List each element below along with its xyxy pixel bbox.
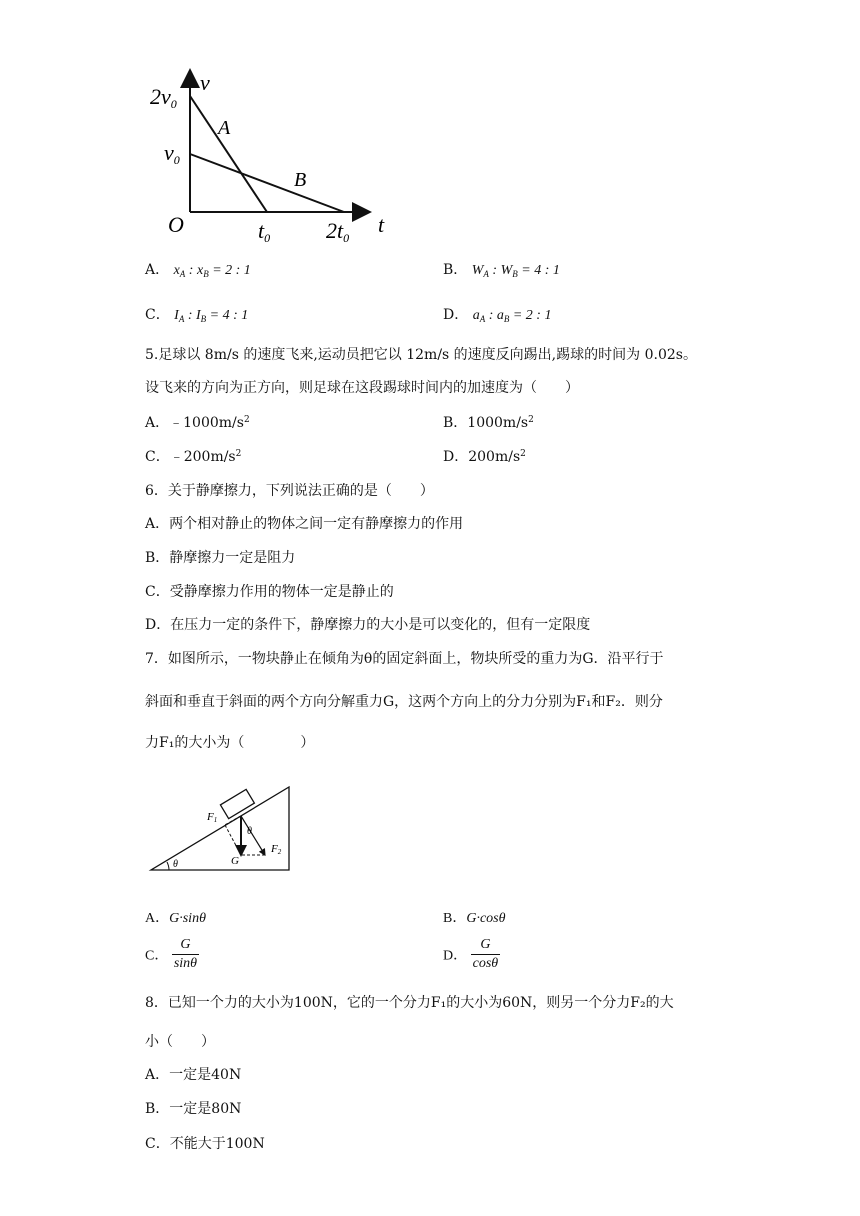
q4-option-c[interactable]: C． $I_A$ : $I_B = 4$ : 1 bbox=[145, 307, 249, 324]
q7-option-c[interactable]: C． $\frac{G}{\sin\theta}$ bbox=[145, 937, 198, 971]
q5-option-d[interactable]: D．$200m/s^2$ bbox=[443, 449, 526, 465]
f2-label: F2 bbox=[271, 843, 282, 856]
t-axis-label: t bbox=[378, 212, 385, 237]
q8-stem-line2: 小（ ） bbox=[145, 1034, 215, 1050]
q7-option-c-fraction: $\frac{G}{\sin\theta}$ bbox=[173, 937, 198, 971]
q7-option-d-fraction: $\frac{G}{\cos\theta}$ bbox=[472, 937, 499, 971]
q6-option-d[interactable]: D．在压力一定的条件下，静摩擦力的大小是可以变化的，但有一定限度 bbox=[145, 617, 591, 633]
t0-label: t0 bbox=[258, 218, 271, 242]
q6-option-c[interactable]: C．受静摩擦力作用的物体一定是静止的 bbox=[145, 584, 394, 600]
q4-option-a[interactable]: A． $x_A$ : $x_B = 2$ : 1 bbox=[145, 262, 251, 279]
q4-velocity-time-graph bbox=[140, 62, 400, 242]
v0-label: v0 bbox=[164, 140, 180, 167]
line-a-label: A bbox=[218, 117, 231, 139]
q6-option-b[interactable]: B．静摩擦力一定是阻力 bbox=[145, 550, 296, 566]
line-a bbox=[190, 96, 267, 212]
q8-option-c[interactable]: C．不能大于100N bbox=[145, 1136, 265, 1152]
two-v0-label: 2v0 bbox=[150, 84, 177, 111]
q7-stem-line2: 斜面和垂直于斜面的两个方向分解重力G，这两个方向上的分力分别为F₁和F₂．则分 bbox=[145, 694, 663, 710]
f2-arrow bbox=[241, 816, 265, 855]
q8-option-a[interactable]: A．一定是40N bbox=[145, 1067, 242, 1083]
q7-stem-line1: 7．如图所示，一物块静止在倾角为θ的固定斜面上，物块所受的重力为G．沿平行于 bbox=[145, 651, 664, 667]
q8-stem-line1: 8．已知一个力的大小为100N，它的一个分力F₁的大小为60N，则另一个分力F₂的大 bbox=[145, 995, 674, 1011]
q4-option-d-formula: $a_A$ : $a_B = 2$ : 1 bbox=[472, 308, 552, 324]
theta-label-top: θ bbox=[247, 826, 252, 837]
two-t0-label: 2t0 bbox=[326, 218, 350, 242]
q5-option-b[interactable]: B．$1000m/s^2$ bbox=[443, 415, 534, 431]
q6-stem: 6．关于静摩擦力，下列说法正确的是（ ） bbox=[145, 483, 434, 499]
q4-option-b-formula: $W_A$ : $W_B = 4$ : 1 bbox=[471, 263, 560, 279]
q7-option-d[interactable]: D． $\frac{G}{\cos\theta}$ bbox=[443, 937, 499, 971]
v-axis-label: v bbox=[200, 70, 210, 95]
q7-incline-figure bbox=[145, 782, 305, 878]
q5-stem-line1: 5.足球以 8m/s 的速度飞来,运动员把它以 12m/s 的速度反向踢出,踢球的时间为 0.02s。 bbox=[145, 347, 697, 363]
q7-option-b[interactable]: B．G·cosθ bbox=[443, 911, 506, 926]
q5-option-c[interactable]: C．$﹣200m/s^2$ bbox=[145, 449, 242, 465]
block bbox=[220, 789, 254, 818]
q7-stem-line3: 力F₁的大小为（ ） bbox=[145, 735, 315, 751]
incline-triangle bbox=[151, 787, 289, 870]
q7-option-a[interactable]: A．G·sinθ bbox=[145, 911, 206, 926]
q4-option-d[interactable]: D． $a_A$ : $a_B = 2$ : 1 bbox=[443, 307, 552, 324]
f1-label: F1 bbox=[207, 811, 218, 824]
q4-option-a-formula: $x_A$ : $x_B = 2$ : 1 bbox=[173, 263, 251, 279]
line-b-label: B bbox=[294, 169, 307, 191]
q6-option-a[interactable]: A．两个相对静止的物体之间一定有静摩擦力的作用 bbox=[145, 516, 464, 532]
q4-option-c-formula: $I_A$ : $I_B = 4$ : 1 bbox=[174, 308, 249, 324]
q5-option-a[interactable]: A．$﹣1000m/s^2$ bbox=[145, 415, 250, 431]
theta-label-bottom: θ bbox=[173, 859, 178, 870]
line-b bbox=[190, 154, 344, 212]
q5-stem-line2: 设飞来的方向为正方向，则足球在这段踢球时间内的加速度为（ ） bbox=[145, 380, 579, 396]
q4-option-b[interactable]: B． $W_A$ : $W_B = 4$ : 1 bbox=[443, 262, 560, 279]
g-label: G bbox=[231, 855, 239, 867]
q8-option-b[interactable]: B．一定是80N bbox=[145, 1101, 242, 1117]
origin-label: O bbox=[168, 212, 184, 237]
